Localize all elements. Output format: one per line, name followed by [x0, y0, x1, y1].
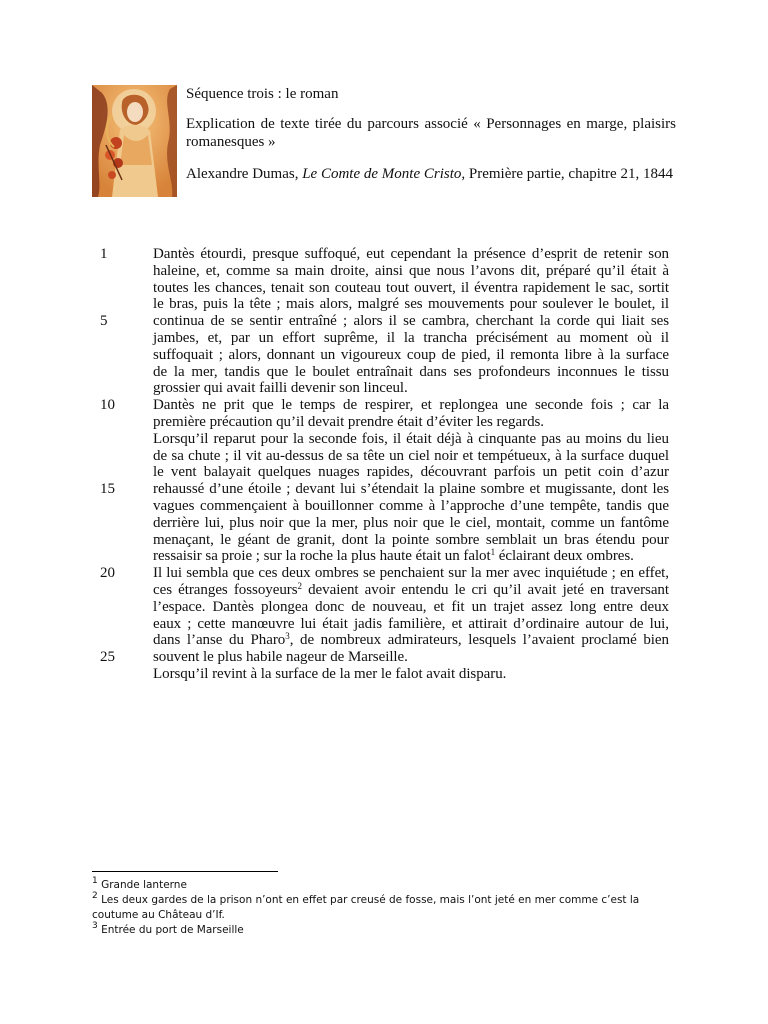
footnote-text: Les deux gardes de la prison n’ont en effet par creusé de fosse, mais l’ont jeté en mer comme c’est la coutume au Château d’If.: [92, 894, 640, 921]
text-line: haleine, et, comme sa main droite, ainsi que nous l’avons dit, préparé qu’il était à: [153, 262, 669, 279]
text-line: [153, 548, 669, 565]
explication-subtitle: Explication de texte tirée du parcours associé « Personnages en marge, plaisirs romanesques »: [186, 116, 676, 150]
text-line: de sa chute ; il vit au-dessus de sa tête un ciel noir et tempétueux, à la surface duquel: [153, 447, 669, 464]
line-number: 25: [100, 649, 115, 666]
text-line-segment: devaient avoir entendu le cri qu’il avait jeté en traversant: [301, 581, 669, 598]
footnote-reference[interactable]: 3: [285, 631, 290, 642]
footnote-separator: [92, 871, 278, 872]
text-line: vagues commençaient à bouillonner comme à l’approche d’une tempête, tandis que: [153, 497, 669, 514]
text-line: eaux ; cette manœuvre lui était jadis familière, et attirait d’ordinaire autour de lui,: [153, 615, 669, 632]
footnote-text: Grande lanterne: [97, 879, 187, 891]
text-line: suffoquait ; alors, donnant un vigoureux coup de pied, il remonta libre à la surface: [153, 346, 669, 363]
footnote-mark: 2: [92, 891, 98, 901]
text-line: [153, 582, 669, 599]
woman-portrait-image: [92, 85, 177, 197]
document-header: [186, 85, 676, 197]
line-number: 1: [100, 246, 108, 262]
line-number: 15: [100, 481, 115, 498]
text-line-segment: , de nombreux admirateurs, lesquels l’avaient proclamé bien: [289, 632, 669, 649]
text-line: continua de se sentir entraîné ; alors il se cambra, cherchant la corde qui liait ses: [153, 313, 669, 330]
text-line: Lorsqu’il reparut pour la seconde fois, il était déjà à cinquante pas au moins du lieu: [153, 430, 669, 447]
footnote-text: Entrée du port de Marseille: [97, 924, 244, 936]
footnotes: [92, 878, 652, 938]
text-line-segment: ces étranges fossoyeurs: [153, 581, 298, 598]
text-line: menaçant, le géant de granit, dont la pointe sombre semblait un bras étendu pour: [153, 531, 669, 548]
text-line: souvent le plus habile nageur de Marseille.: [153, 649, 408, 666]
excerpt-text: [153, 246, 669, 683]
sequence-title: Séquence trois : le roman: [186, 86, 339, 102]
text-line: première précaution qu’il devait prendre était d’éviter les regards.: [153, 413, 545, 430]
footnote-mark: 1: [92, 876, 98, 886]
text-line: grossier qui avait failli devenir son linceul.: [153, 380, 408, 397]
text-line-segment: ressaisir sa proie ; sur la roche la plus haute était un falot: [153, 548, 491, 565]
text-line: toutes les chances, tenait son couteau tout ouvert, il éventra rapidement le sac, sortit: [153, 279, 669, 296]
citation-work-title: Le Comte de Monte Cristo,: [302, 166, 466, 182]
text-line: derrière lui, plus noir que la mer, plus noir que le ciel, montait, comme un fantôme: [153, 514, 669, 531]
text-line: rehaussé d’une étoile ; devant lui s’étendait la plaine sombre et mugissante, dont les: [153, 481, 669, 498]
footnote-reference[interactable]: 2: [297, 580, 302, 591]
footnote: [92, 878, 652, 893]
text-line: le bras, puis la tête ; mais alors, malgré ses mouvements pour soulever le boulet, il: [153, 296, 669, 313]
text-line: Dantès étourdi, presque suffoqué, eut cependant la présence d’esprit de retenir son: [153, 246, 669, 262]
footnote-mark: 3: [92, 921, 98, 931]
text-line: [153, 632, 669, 649]
text-line: l’espace. Dantès plongea donc de nouveau, et fit un trajet assez long entre deux: [153, 598, 669, 615]
line-number: 20: [100, 565, 115, 582]
line-number: 10: [100, 397, 115, 414]
text-line: jambes, et, par un effort suprême, il la trancha précisément au moment où il: [153, 329, 669, 346]
text-line: Il lui sembla que ces deux ombres se penchaient sur la mer avec inquiétude ; en effet,: [153, 565, 669, 582]
art-nouveau-illustration: [92, 85, 177, 197]
text-line: Dantès ne prit que le temps de respirer, et replongea une seconde fois ; car la: [153, 397, 669, 414]
text-line: Lorsqu’il revint à la surface de la mer le falot avait disparu.: [153, 665, 507, 682]
text-line: le vent balayait quelques nuages rapides, découvrant parfois un petit coin d’azur: [153, 464, 669, 481]
citation-details: Première partie, chapitre 21, 1844: [465, 166, 673, 182]
footnote-reference[interactable]: 1: [490, 547, 496, 558]
source-citation: [186, 165, 676, 183]
text-line: de la mer, tandis que le boulet entraînait dans ses profondeurs inconnues le tissu: [153, 363, 669, 380]
text-line-segment: dans l’anse du Pharo: [153, 632, 286, 649]
line-number: 5: [100, 313, 108, 330]
footnote: [92, 923, 652, 938]
footnote: [92, 893, 652, 923]
text-line-segment: éclairant deux ombres.: [495, 548, 634, 565]
citation-author: Alexandre Dumas,: [186, 166, 303, 182]
